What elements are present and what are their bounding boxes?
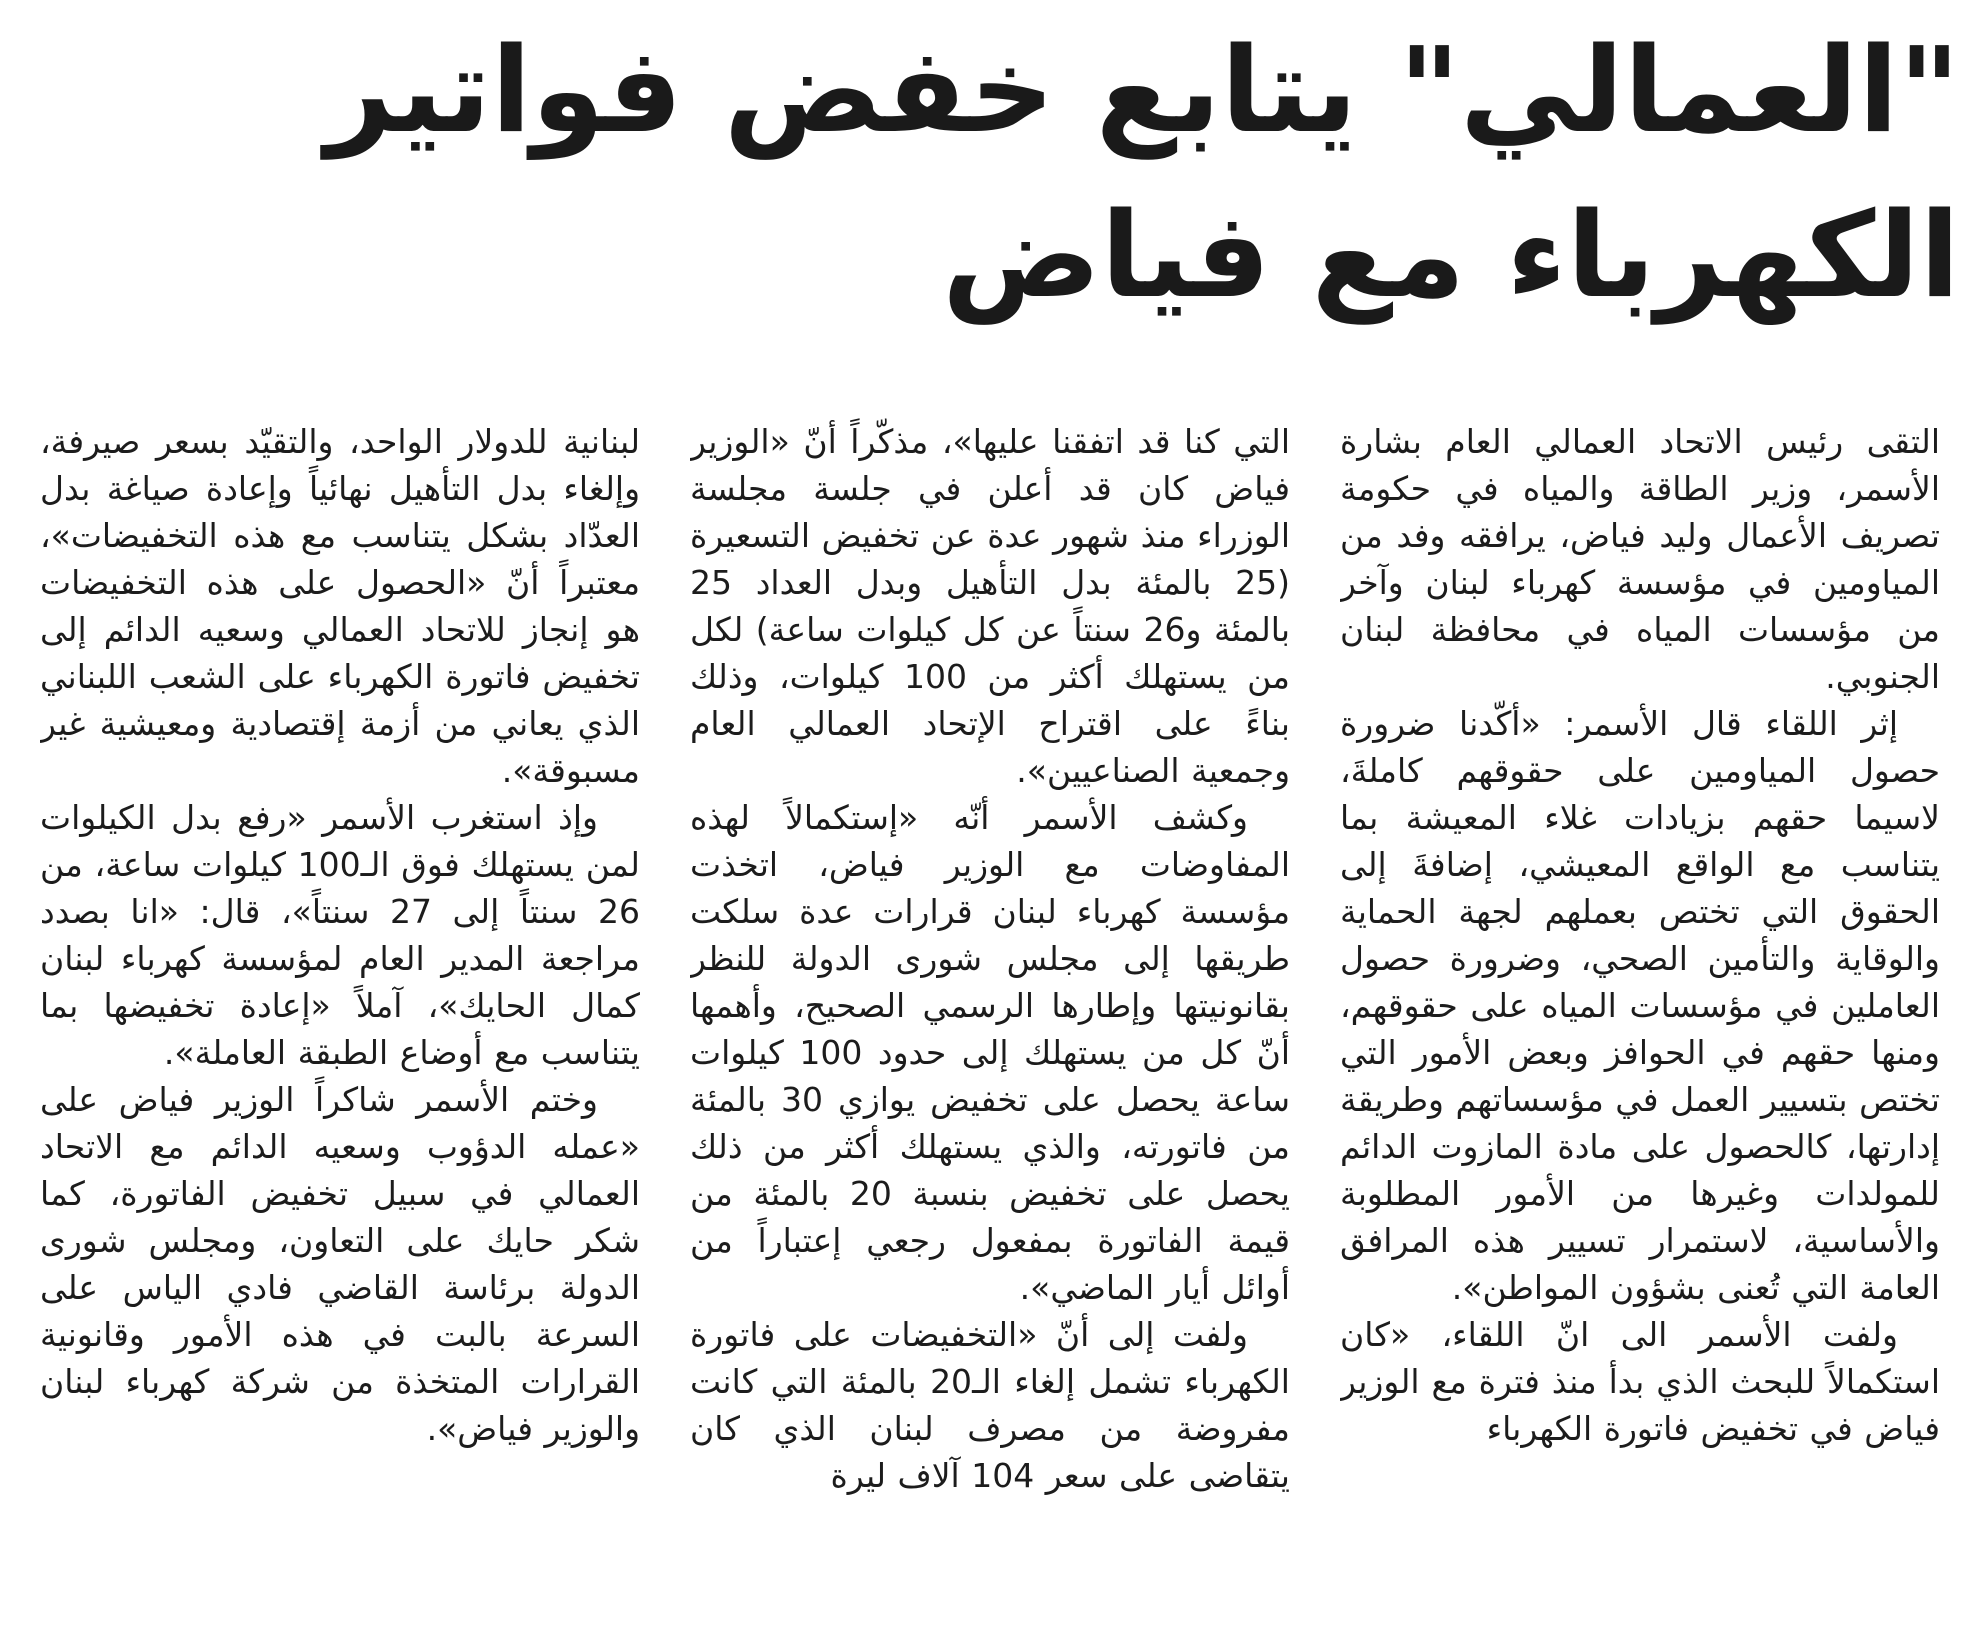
paragraph: لبنانية للدولار الواحد، والتقيّد بسعر صيرفة، وإلغاء بدل التأهيل نهائياً وإعادة صياغة بدل العدّاد بشكل يتناسب مع هذه التخفيضات»، معتبراً أنّ «الحصول على هذه التخفيضات هو إنجاز للاتحاد العمالي وسعيه الدائم إلى تخفيض فاتورة الكهرباء على الشعب اللبناني الذي يعاني من أزمة إقتصادية ومعيشية غير مسبوقة». <box>40 422 640 790</box>
paragraph: وكشف الأسمر أنّه «إستكمالاً لهذه المفاوضات مع الوزير فياض، اتخذت مؤسسة كهرباء لبنان قرارات عدة سلكت طريقها إلى مجلس شورى الدولة للنظر بقانونيتها وإطارها الرسمي الصحيح، وأهمها أنّ كل من يستهلك إلى حدود 100 كيلوات ساعة يحصل على تخفيض يوازي 30 بالمئة من فاتورته، والذي يستهلك أكثر من ذلك يحصل على تخفيض بنسبة 20 بالمئة من قيمة الفاتورة بمفعول رجعي إعتباراً من أوائل أيار الماضي». <box>690 798 1290 1307</box>
article-headline: "العمالي" يتابع خفض فواتير الكهرباء مع فياض <box>325 21 1960 324</box>
column-middle <box>690 418 1290 1633</box>
paragraph: وإذ استغرب الأسمر «رفع بدل الكيلوات لمن يستهلك فوق الـ100 كيلوات ساعة، من 26 سنتاً إلى 27 سنتاً»، قال: «انا بصدد مراجعة المدير العام لمؤسسة كهرباء لبنان كمال الحايك»، آملاً «إعادة تخفيضها بما يتناسب مع أوضاع الطبقة العاملة». <box>40 798 640 1072</box>
paragraph: ولفت الأسمر الى انّ اللقاء، «كان استكمالاً للبحث الذي بدأ منذ فترة مع الوزير فياض في تخفيض فاتورة الكهرباء <box>1340 1315 1940 1448</box>
column-left <box>40 418 640 1633</box>
paragraph: التقى رئيس الاتحاد العمالي العام بشارة الأسمر، وزير الطاقة والمياه في حكومة تصريف الأعمال وليد فياض، يرافقه وفد من المياومين في مؤسسة كهرباء لبنان وآخر من مؤسسات المياه في محافظة لبنان الجنوبي. <box>1340 422 1940 696</box>
column-right <box>1340 418 1940 1633</box>
article-body <box>40 418 1940 1633</box>
paragraph: وختم الأسمر شاكراً الوزير فياض على «عمله الدؤوب وسعيه الدائم مع الاتحاد العمالي في سبيل تخفيض الفاتورة، كما شكر حايك على التعاون، ومجلس شورى الدولة برئاسة القاضي فادي الياس على السرعة بالبت في هذه الأمور وقانونية القرارات المتخذة من شركة كهرباء لبنان والوزير فياض». <box>40 1080 640 1448</box>
paragraph: إثر اللقاء قال الأسمر: «أكّدنا ضرورة حصول المياومين على حقوقهم كاملةَ، لاسيما حقهم بزيادات غلاء المعيشة بما يتناسب مع الواقع المعيشي، إضافةَ إلى الحقوق التي تختص بعملهم لجهة الحماية والوقاية والتأمين الصحي، وضرورة حصول العاملين في مؤسسات المياه على حقوقهم، ومنها حقهم في الحوافز وبعض الأمور التي تختص بتسيير العمل في مؤسساتهم وطريقة إدارتها، كالحصول على مادة المازوت الدائم للمولدات وغيرها من الأمور المطلوبة والأساسية، لاستمرار تسيير هذه المرافق العامة التي تُعنى بشؤون المواطن». <box>1340 704 1940 1307</box>
paragraph: التي كنا قد اتفقنا عليها»، مذكّراً أنّ «الوزير فياض كان قد أعلن في جلسة مجلسة الوزراء منذ شهور عدة عن تخفيض التسعيرة (25 بالمئة بدل التأهيل وبدل العداد 25 بالمئة و26 سنتاً عن كل كيلوات ساعة) لكل من يستهلك أكثر من 100 كيلوات، وذلك بناءً على اقتراح الإتحاد العمالي العام وجمعية الصناعيين». <box>690 422 1290 790</box>
paragraph: ولفت إلى أنّ «التخفيضات على فاتورة الكهرباء تشمل إلغاء الـ20 بالمئة التي كانت مفروضة من مصرف لبنان الذي كان يتقاضى على سعر 104 آلاف ليرة <box>690 1315 1290 1495</box>
